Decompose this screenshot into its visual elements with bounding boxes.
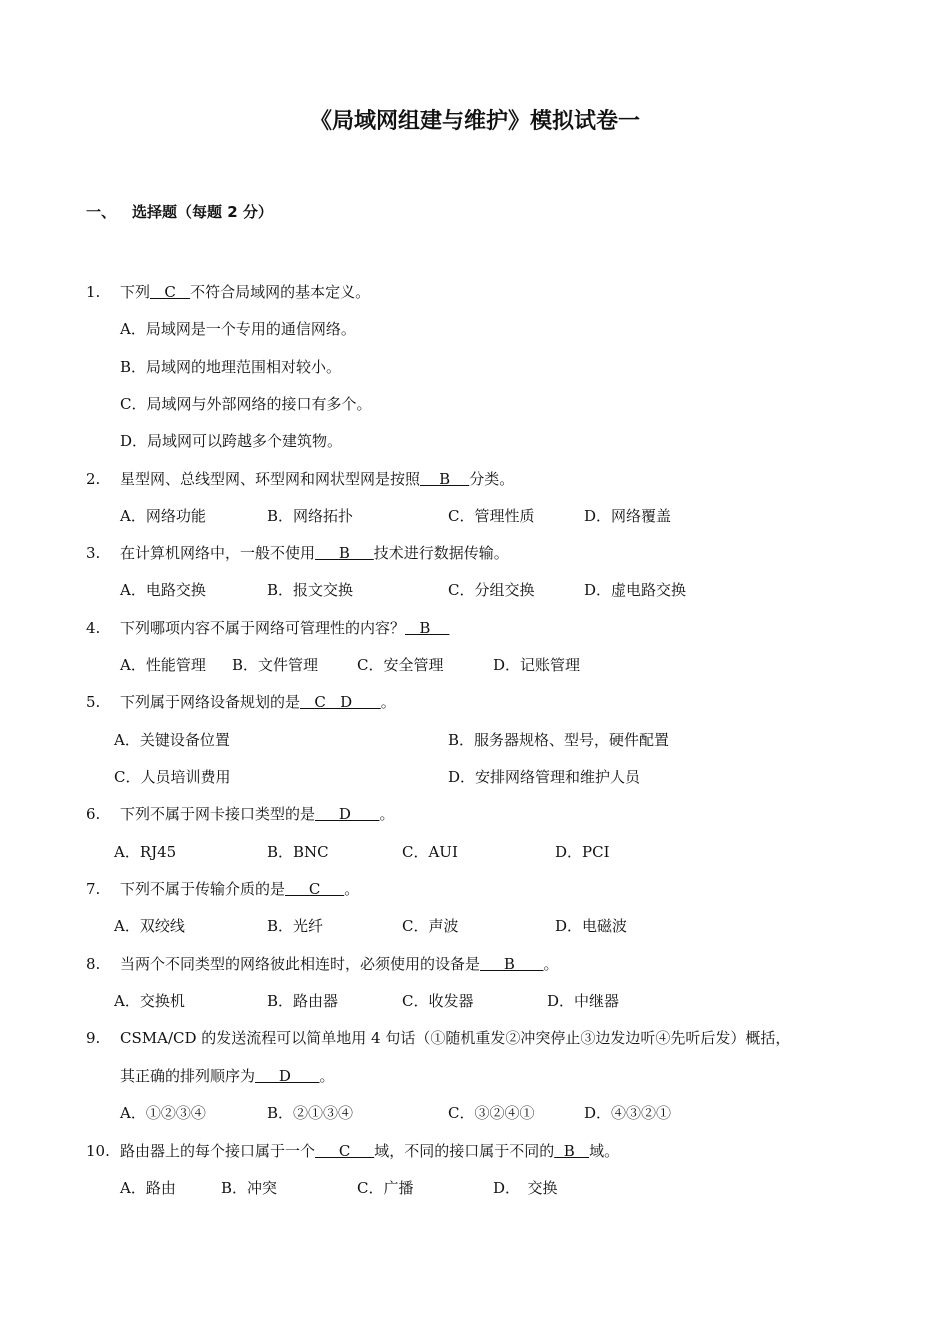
answer-blank: B bbox=[405, 619, 450, 637]
option: B．路由器 bbox=[267, 992, 339, 1010]
option: C．③②④① bbox=[448, 1104, 535, 1122]
answer-blank: D bbox=[315, 805, 380, 823]
option: D．安排网络管理和维护人员 bbox=[448, 768, 641, 786]
option: A．双绞线 bbox=[114, 917, 185, 935]
question-text-mid: 域，不同的接口属于不同的 bbox=[374, 1142, 555, 1160]
question-text-tail: 。 bbox=[543, 955, 559, 973]
option: D． 交换 bbox=[493, 1179, 558, 1197]
question-text-tail: 域。 bbox=[589, 1142, 620, 1160]
question-text-tail: 技术进行数据传输。 bbox=[373, 544, 509, 562]
question-text: 下列不属于传输介质的是 bbox=[120, 880, 286, 898]
option: B．BNC bbox=[267, 843, 329, 861]
option: A．路由 bbox=[120, 1179, 176, 1197]
answer-blank-2: B bbox=[554, 1142, 590, 1160]
question-text: 下列属于网络设备规划的是 bbox=[120, 693, 301, 711]
option: D．中继器 bbox=[547, 992, 620, 1010]
option: A．局域网是一个专用的通信网络。 bbox=[120, 320, 356, 338]
option: A．交换机 bbox=[114, 992, 185, 1010]
option: B．②①③④ bbox=[267, 1104, 354, 1122]
question-text-tail: 分类。 bbox=[469, 470, 515, 488]
answer-blank: C D bbox=[300, 693, 381, 711]
answer-blank: C bbox=[315, 1142, 375, 1160]
question-text: CSMA/CD 的发送流程可以简单地用 4 句话（①随机重发②冲突停止③边发边听④先听后发）概括， bbox=[120, 1029, 791, 1047]
answer-blank: B bbox=[480, 955, 544, 973]
option: A．性能管理 bbox=[120, 656, 206, 674]
question-number: 3. bbox=[86, 544, 101, 562]
option: D．电磁波 bbox=[555, 917, 628, 935]
option: C．安全管理 bbox=[357, 656, 444, 674]
question-number: 8. bbox=[86, 955, 101, 973]
question-text: 在计算机网络中，一般不使用 bbox=[120, 544, 316, 562]
question-text-tail: 。 bbox=[344, 880, 360, 898]
option: D．④③②① bbox=[584, 1104, 672, 1122]
question-number: 5. bbox=[86, 693, 101, 711]
option: C．收发器 bbox=[402, 992, 474, 1010]
option: B．文件管理 bbox=[232, 656, 319, 674]
question-number: 10. bbox=[86, 1142, 110, 1160]
option: D．网络覆盖 bbox=[584, 507, 672, 525]
question-text: 当两个不同类型的网络彼此相连时，必须使用的设备是 bbox=[120, 955, 481, 973]
question-text: 下列不属于网卡接口类型的是 bbox=[120, 805, 316, 823]
question-number: 9. bbox=[86, 1029, 101, 1047]
question-text: 星型网、总线型网、环型网和网状型网是按照 bbox=[120, 470, 421, 488]
section-heading bbox=[86, 201, 273, 222]
option: A．RJ45 bbox=[114, 843, 177, 861]
question-text-tail: 。 bbox=[379, 805, 395, 823]
option: C．AUI bbox=[402, 843, 458, 861]
question-number: 2. bbox=[86, 470, 101, 488]
option: A．电路交换 bbox=[120, 581, 206, 599]
question-text: 下列 bbox=[120, 283, 151, 301]
option: D．局域网可以跨越多个建筑物。 bbox=[120, 432, 343, 450]
question-text-tail: 。 bbox=[319, 1067, 335, 1085]
question-text: 其正确的排列顺序为 bbox=[120, 1067, 256, 1085]
option: A．网络功能 bbox=[120, 507, 206, 525]
option: C．局域网与外部网络的接口有多个。 bbox=[120, 395, 372, 413]
option: B．服务器规格、型号，硬件配置 bbox=[448, 731, 670, 749]
answer-blank: B bbox=[315, 544, 374, 562]
question-text: 路由器上的每个接口属于一个 bbox=[120, 1142, 316, 1160]
option: C．广播 bbox=[357, 1179, 414, 1197]
option: A．关键设备位置 bbox=[114, 731, 230, 749]
section-label: 选择题（每题 2 分） bbox=[132, 203, 273, 221]
option: B．网络拓扑 bbox=[267, 507, 354, 525]
question-number: 4. bbox=[86, 619, 101, 637]
option: B．光纤 bbox=[267, 917, 324, 935]
answer-blank: C bbox=[285, 880, 345, 898]
option: D．虚电路交换 bbox=[584, 581, 687, 599]
question-number: 1. bbox=[86, 283, 101, 301]
option: B．局域网的地理范围相对较小。 bbox=[120, 358, 342, 376]
question-text-tail: 不符合局域网的基本定义。 bbox=[190, 283, 371, 301]
answer-blank: C bbox=[150, 283, 191, 301]
option: D．PCI bbox=[555, 843, 610, 861]
question-number: 7. bbox=[86, 880, 101, 898]
option: A．①②③④ bbox=[120, 1104, 206, 1122]
answer-blank: B bbox=[420, 470, 470, 488]
section-number: 一、 bbox=[86, 203, 117, 221]
option: C．人员培训费用 bbox=[114, 768, 231, 786]
page-title: 《局域网组建与维护》模拟试卷一 bbox=[309, 109, 640, 134]
option: C．分组交换 bbox=[448, 581, 535, 599]
option: C．声波 bbox=[402, 917, 459, 935]
question-9-line-2 bbox=[120, 1065, 335, 1087]
option: D．记账管理 bbox=[493, 656, 581, 674]
option: C．管理性质 bbox=[448, 507, 535, 525]
question-text: 下列哪项内容不属于网络可管理性的内容？ bbox=[120, 619, 406, 637]
question-text-tail: 。 bbox=[380, 693, 396, 711]
option: B．冲突 bbox=[221, 1179, 278, 1197]
answer-blank: D bbox=[255, 1067, 320, 1085]
option: B．报文交换 bbox=[267, 581, 354, 599]
question-number: 6. bbox=[86, 805, 101, 823]
